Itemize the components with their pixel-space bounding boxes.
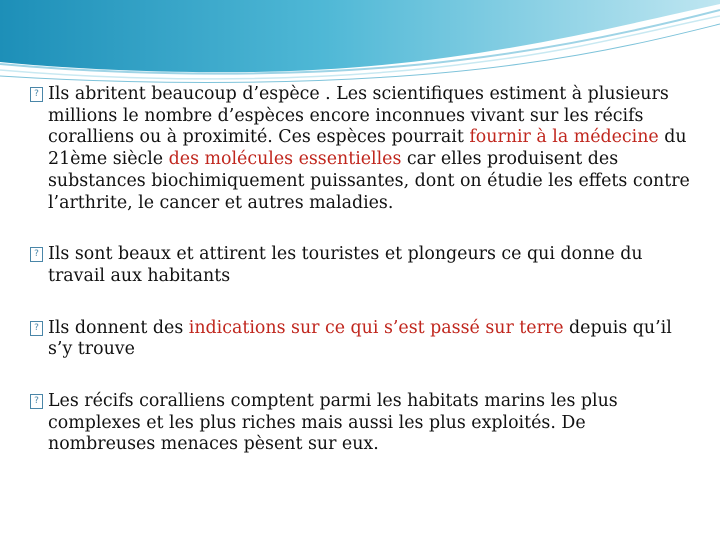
- highlighted-text: fournir à la médecine: [469, 127, 659, 148]
- bullet-item: [30, 84, 690, 214]
- bullet-list: [30, 84, 690, 456]
- bullet-text: Ils sont beaux et attirent les touristes et plongeurs ce qui donne du travail aux habitants: [48, 244, 643, 286]
- bullet-text: du 21ème siècle: [48, 127, 687, 170]
- bullet-text: Ils donnent des: [48, 317, 189, 338]
- bullet-item: [30, 391, 690, 456]
- highlighted-text: indications sur ce qui s’est passé sur terre: [188, 317, 564, 338]
- highlighted-text: des molécules essentielles: [168, 149, 402, 170]
- bullet-marker-icon: ?: [30, 87, 43, 102]
- bullet-marker-icon: ?: [30, 247, 43, 262]
- bullet-item: [30, 244, 690, 287]
- bullet-marker-icon: ?: [30, 321, 43, 336]
- bullet-text: Ils abritent beaucoup d’espèce . Les scientifiques estiment à plusieurs millions le nombre d’espèces encore inconnues vivant sur les récifs coralliens ou à proximité. Ces espèces pourrait: [48, 84, 669, 148]
- bullet-text: Les récifs coralliens comptent parmi les habitats marins les plus complexes et les plus riches mais aussi les plus exploités. De nombreuses menaces pèsent sur eux.: [48, 391, 618, 455]
- bullet-text: depuis qu’il s’y trouve: [48, 317, 672, 360]
- bullet-text: car elles produisent des substances biochimiquement puissantes, dont on étudie les effets contre l’arthrite, le cancer et autres maladies.: [48, 149, 690, 213]
- bullet-marker-icon: ?: [30, 394, 43, 409]
- bullet-item: [30, 318, 690, 361]
- header-wave-decoration: [0, 0, 720, 90]
